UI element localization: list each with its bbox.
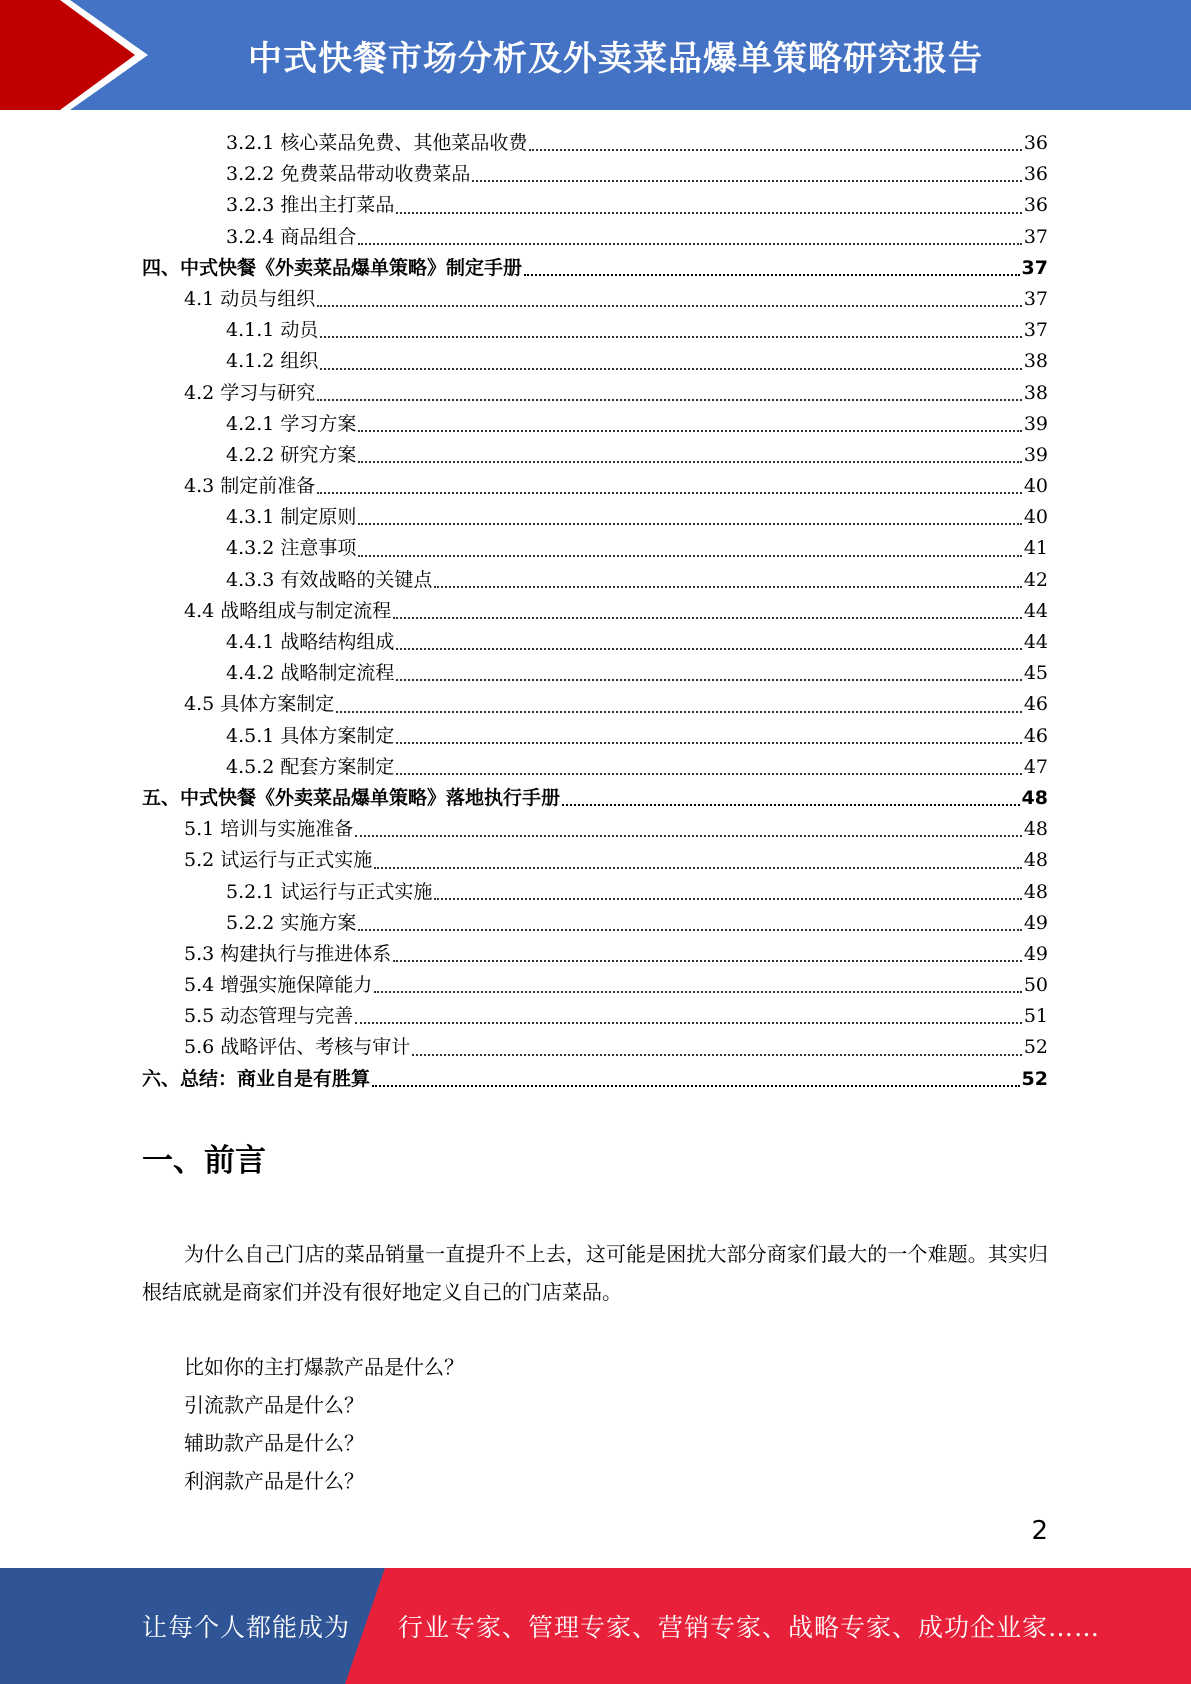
toc-entry-title: 4.5.2 配套方案制定 — [226, 755, 395, 778]
toc-entry-title: 5.3 构建执行与推进体系 — [184, 942, 392, 965]
toc-entry[interactable] — [142, 689, 1048, 720]
toc-dot-leader — [562, 803, 1020, 806]
toc-entry-page: 48 — [1023, 818, 1048, 841]
toc-entry[interactable] — [142, 253, 1048, 284]
toc-entry-title: 4.1 动员与组织 — [184, 287, 316, 310]
toc-dot-leader — [374, 866, 1022, 869]
toc-entry-title: 5.2.1 试运行与正式实施 — [226, 880, 433, 903]
header-title: 中式快餐市场分析及外卖菜品爆单策略研究报告 — [248, 38, 983, 79]
page-header — [0, 0, 1191, 110]
toc-entry-page: 37 — [1023, 319, 1048, 342]
toc-entry-page: 41 — [1023, 537, 1048, 560]
toc-entry[interactable] — [142, 752, 1048, 783]
toc-entry[interactable] — [142, 502, 1048, 533]
header-arrow-decoration — [0, 0, 150, 110]
toc-entry[interactable] — [142, 533, 1048, 564]
toc-entry-title: 4.4.2 战略制定流程 — [226, 662, 395, 685]
toc-entry-page: 48 — [1021, 786, 1048, 809]
toc-entry-page: 46 — [1023, 693, 1048, 716]
toc-dot-leader — [412, 1053, 1022, 1056]
toc-dot-leader — [529, 148, 1021, 151]
toc-entry-title: 4.3.1 制定原则 — [226, 506, 357, 529]
toc-entry[interactable] — [142, 1001, 1048, 1032]
toc-entry-title: 3.2.2 免费菜品带动收费菜品 — [226, 163, 471, 186]
toc-entry[interactable] — [142, 378, 1048, 409]
toc-entry-title: 4.3.2 注意事项 — [226, 537, 357, 560]
toc-entry-title: 4.2.1 学习方案 — [226, 412, 357, 435]
toc-dot-leader — [358, 928, 1021, 931]
toc-dot-leader — [434, 897, 1021, 900]
toc-entry-page: 52 — [1021, 1067, 1048, 1090]
toc-entry[interactable] — [142, 128, 1048, 159]
toc-dot-leader — [358, 242, 1021, 245]
table-of-contents — [142, 128, 1048, 1095]
toc-dot-leader — [355, 1021, 1022, 1024]
page-number: 2 — [1031, 1516, 1048, 1546]
page-footer — [0, 1568, 1191, 1684]
toc-entry-page: 49 — [1023, 942, 1048, 965]
toc-entry-page: 38 — [1023, 350, 1048, 373]
toc-entry-title: 四、中式快餐《外卖菜品爆单策略》制定手册 — [142, 256, 523, 279]
question-item: 利润款产品是什么？ — [184, 1469, 364, 1493]
toc-entry[interactable] — [142, 315, 1048, 346]
toc-entry-page: 39 — [1023, 412, 1048, 435]
toc-entry-title: 六、总结：商业自是有胜算 — [142, 1067, 371, 1090]
toc-dot-leader — [358, 460, 1021, 463]
toc-entry[interactable] — [142, 1064, 1048, 1095]
toc-entry[interactable] — [142, 409, 1048, 440]
toc-entry-page: 36 — [1023, 194, 1048, 217]
question-item: 引流款产品是什么？ — [184, 1393, 364, 1417]
toc-entry[interactable] — [142, 658, 1048, 689]
toc-entry-page: 49 — [1023, 911, 1048, 934]
toc-entry[interactable] — [142, 721, 1048, 752]
toc-entry-page: 46 — [1023, 724, 1048, 747]
toc-entry[interactable] — [142, 845, 1048, 876]
toc-entry-title: 4.4 战略组成与制定流程 — [184, 599, 392, 622]
toc-entry[interactable] — [142, 596, 1048, 627]
toc-entry[interactable] — [142, 346, 1048, 377]
toc-dot-leader — [336, 710, 1022, 713]
toc-entry[interactable] — [142, 284, 1048, 315]
toc-entry-title: 3.2.3 推出主打菜品 — [226, 194, 395, 217]
toc-entry-title: 5.2.2 实施方案 — [226, 911, 357, 934]
toc-entry-page: 51 — [1023, 1005, 1048, 1028]
toc-dot-leader — [396, 678, 1021, 681]
toc-entry[interactable] — [142, 1032, 1048, 1063]
toc-entry-page: 37 — [1021, 256, 1048, 279]
toc-entry-title: 4.2.2 研究方案 — [226, 443, 357, 466]
toc-dot-leader — [358, 429, 1021, 432]
toc-dot-leader — [355, 834, 1022, 837]
toc-entry-title: 4.1.2 组织 — [226, 350, 319, 373]
toc-entry-page: 52 — [1023, 1036, 1048, 1059]
toc-entry[interactable] — [142, 783, 1048, 814]
question-item: 辅助款产品是什么？ — [184, 1431, 364, 1455]
toc-dot-leader — [320, 335, 1021, 338]
toc-entry-title: 4.1.1 动员 — [226, 319, 319, 342]
toc-entry-page: 37 — [1023, 225, 1048, 248]
toc-entry[interactable] — [142, 877, 1048, 908]
toc-dot-leader — [372, 1084, 1020, 1087]
toc-entry-title: 5.2 试运行与正式实施 — [184, 849, 373, 872]
toc-entry[interactable] — [142, 939, 1048, 970]
toc-entry-page: 36 — [1023, 132, 1048, 154]
toc-entry-title: 4.3 制定前准备 — [184, 475, 316, 498]
toc-dot-leader — [358, 522, 1021, 525]
toc-entry[interactable] — [142, 222, 1048, 253]
toc-entry-page: 48 — [1023, 880, 1048, 903]
toc-dot-leader — [317, 304, 1022, 307]
toc-dot-leader — [320, 367, 1021, 370]
toc-entry[interactable] — [142, 565, 1048, 596]
toc-dot-leader — [393, 616, 1022, 619]
toc-entry-page: 37 — [1023, 287, 1048, 310]
toc-entry-page: 40 — [1023, 475, 1048, 498]
footer-slogan-right: 行业专家、管理专家、营销专家、战略专家、成功企业家…… — [398, 1613, 1101, 1642]
intro-paragraph: 为什么自己门店的菜品销量一直提升不上去，这可能是困扰大部分商家们最大的一个难题。其实归根结底就是商家们并没有很好地定义自己的门店菜品。 — [142, 1242, 1048, 1304]
toc-entry-title: 4.5.1 具体方案制定 — [226, 724, 395, 747]
toc-dot-leader — [524, 273, 1020, 276]
toc-entry-title: 5.4 增强实施保障能力 — [184, 974, 373, 997]
toc-entry-title: 五、中式快餐《外卖菜品爆单策略》落地执行手册 — [142, 786, 561, 809]
toc-dot-leader — [396, 741, 1021, 744]
question-list — [184, 1348, 464, 1500]
toc-dot-leader — [317, 491, 1022, 494]
toc-entry-page: 40 — [1023, 506, 1048, 529]
toc-entry-page: 44 — [1023, 599, 1048, 622]
toc-entry[interactable] — [142, 440, 1048, 471]
toc-entry[interactable] — [142, 190, 1048, 221]
toc-dot-leader — [393, 959, 1022, 962]
toc-entry-title: 4.4.1 战略结构组成 — [226, 631, 395, 653]
toc-entry-page: 48 — [1023, 849, 1048, 872]
toc-entry-title: 3.2.1 核心菜品免费、其他菜品收费 — [226, 132, 528, 154]
toc-dot-leader — [434, 585, 1021, 588]
toc-dot-leader — [396, 772, 1021, 775]
toc-entry-page: 38 — [1023, 381, 1048, 404]
toc-entry-title: 4.2 学习与研究 — [184, 381, 316, 404]
toc-entry[interactable] — [142, 814, 1048, 845]
toc-entry-page: 50 — [1023, 974, 1048, 997]
toc-dot-leader — [396, 647, 1021, 650]
toc-entry[interactable] — [142, 908, 1048, 939]
toc-dot-leader — [396, 211, 1021, 214]
toc-entry-title: 5.1 培训与实施准备 — [184, 818, 354, 841]
toc-entry-page: 45 — [1023, 662, 1048, 685]
toc-entry-page: 47 — [1023, 755, 1048, 778]
toc-entry-page: 42 — [1023, 568, 1048, 591]
toc-entry-page: 44 — [1023, 631, 1048, 653]
toc-entry-title: 3.2.4 商品组合 — [226, 225, 357, 248]
toc-entry[interactable] — [142, 159, 1048, 190]
footer-slogan-left: 让每个人都能成为 — [142, 1613, 351, 1642]
toc-entry-title: 5.6 战略评估、考核与审计 — [184, 1036, 411, 1059]
question-item: 比如你的主打爆款产品是什么？ — [184, 1355, 464, 1379]
toc-entry[interactable] — [142, 627, 1048, 658]
toc-entry-title: 4.5 具体方案制定 — [184, 693, 335, 716]
toc-dot-leader — [317, 398, 1022, 401]
toc-entry-page: 39 — [1023, 443, 1048, 466]
toc-entry[interactable] — [142, 970, 1048, 1001]
toc-entry-title: 4.3.3 有效战略的关键点 — [226, 568, 433, 591]
toc-entry-page: 36 — [1023, 163, 1048, 186]
toc-dot-leader — [374, 990, 1022, 993]
section-heading: 一、前言 — [142, 1143, 266, 1179]
toc-dot-leader — [358, 554, 1021, 557]
toc-dot-leader — [472, 179, 1021, 182]
toc-entry-title: 5.5 动态管理与完善 — [184, 1005, 354, 1028]
toc-entry[interactable] — [142, 471, 1048, 502]
